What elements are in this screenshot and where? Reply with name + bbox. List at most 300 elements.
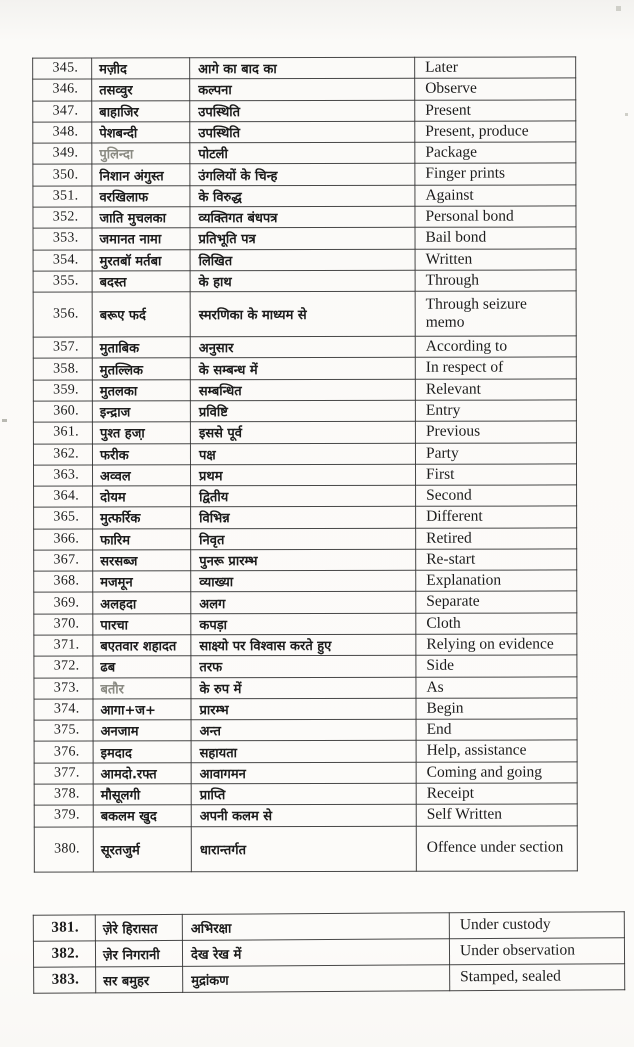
serial-number-cell: [34, 784, 93, 805]
hindi-meaning-cell: [183, 965, 450, 993]
serial-number-cell: [34, 699, 93, 720]
english-meaning-cell: [416, 485, 577, 507]
scan-speck: [616, 6, 621, 11]
serial-number-cell-text: 348.: [52, 124, 79, 140]
serial-number-cell-text: 379.: [54, 807, 80, 823]
hindi-meaning-cell: [190, 379, 415, 401]
english-meaning-cell-text: According to: [425, 337, 508, 355]
hindi-meaning-cell: [190, 270, 415, 292]
serial-number-cell-text: 345.: [52, 60, 79, 76]
english-meaning-cell: [416, 719, 577, 741]
serial-number-cell-text: 361.: [53, 424, 79, 440]
serial-number-cell-text: 366.: [53, 531, 80, 547]
english-meaning-cell-text: Party: [425, 444, 459, 462]
table-row: [33, 227, 576, 249]
serial-number-cell-text: 360.: [53, 403, 79, 419]
urdu-word-cell: [92, 207, 190, 228]
english-meaning-cell: [416, 549, 577, 571]
urdu-word-cell-text: इमदाद: [100, 745, 132, 762]
urdu-word-cell-text: सूरतजुर्म: [100, 842, 140, 858]
hindi-meaning-cell: [191, 549, 416, 571]
hindi-meaning-cell-text: अन्त: [199, 724, 221, 740]
urdu-word-cell: [92, 337, 190, 358]
english-meaning-cell: [415, 185, 576, 207]
english-meaning-cell: [415, 442, 576, 464]
hindi-meaning-cell: [182, 939, 449, 967]
english-meaning-cell: [415, 464, 576, 486]
english-meaning-cell-text: Cloth: [426, 614, 461, 632]
english-meaning-cell: [416, 698, 577, 720]
table-row: [33, 206, 576, 228]
hindi-meaning-cell-text: अलग: [199, 596, 226, 612]
serial-number-cell: [33, 292, 92, 337]
urdu-word-cell: [92, 122, 190, 143]
hindi-meaning-cell-text: अनुसार: [198, 341, 234, 357]
serial-number-cell-text: 362.: [53, 446, 79, 462]
table-row: [34, 634, 577, 656]
serial-number-cell: [34, 486, 93, 507]
hindi-meaning-cell: [191, 570, 416, 592]
english-meaning-cell-text: Receipt: [426, 784, 475, 802]
hindi-meaning-cell: [191, 762, 416, 784]
english-meaning-cell-text: Written: [425, 250, 473, 268]
urdu-word-cell: [93, 550, 191, 571]
table-row: [34, 570, 577, 592]
table-row: [34, 762, 577, 784]
urdu-word-cell: [92, 401, 190, 422]
table-row: [33, 336, 576, 358]
hindi-meaning-cell: [190, 57, 415, 79]
english-meaning-cell: [415, 379, 576, 401]
hindi-meaning-cell-text: मुद्रांकण: [191, 973, 229, 989]
table-row: [34, 740, 577, 762]
english-meaning-cell: [415, 400, 576, 422]
serial-number-cell-text: 358.: [53, 360, 79, 377]
english-meaning-cell-text: Retired: [426, 529, 472, 547]
english-meaning-cell: [416, 655, 577, 677]
hindi-meaning-cell-text: द्वितीय: [199, 490, 229, 506]
english-meaning-cell: [416, 613, 577, 635]
hindi-meaning-cell: [191, 613, 416, 635]
urdu-word-cell: [93, 826, 191, 871]
serial-number-cell-text: 380.: [54, 841, 80, 857]
serial-number-cell-text: 370.: [53, 616, 80, 632]
urdu-word-cell: [95, 914, 182, 941]
urdu-word-cell: [93, 741, 191, 762]
english-meaning-cell: [450, 964, 625, 991]
urdu-word-cell: [93, 613, 191, 634]
urdu-word-cell: [93, 805, 191, 826]
hindi-meaning-cell-text: के सम्बन्ध में: [198, 362, 258, 378]
english-meaning-cell-text: Explanation: [426, 571, 502, 589]
serial-number-cell: [33, 79, 92, 100]
english-meaning-cell: [415, 57, 576, 79]
urdu-word-cell-text: जमानत नामा: [99, 232, 162, 248]
urdu-word-cell: [92, 100, 190, 121]
table-row: [34, 485, 577, 507]
hindi-meaning-cell-text: कपड़ा: [199, 618, 228, 634]
english-meaning-cell-text: Package: [425, 143, 478, 161]
urdu-word-cell-text: बकलम खुद: [100, 809, 157, 825]
serial-number-cell-text: 363.: [53, 467, 80, 483]
hindi-meaning-cell: [190, 121, 415, 143]
hindi-meaning-cell-text: पुनरू प्रारम्भ: [199, 554, 258, 570]
urdu-word-cell-text: मजमून: [100, 575, 133, 591]
table-row: [34, 549, 577, 571]
urdu-word-cell: [92, 79, 190, 100]
hindi-meaning-cell-text: विभिन्न: [199, 511, 230, 527]
table-row: [34, 613, 577, 635]
serial-number-cell-text: 356.: [52, 306, 79, 322]
urdu-word-cell: [93, 720, 191, 741]
hindi-meaning-cell-text: स्मरणिका के माध्यम से: [198, 308, 307, 324]
urdu-word-cell-text: मुताबिक: [99, 341, 140, 357]
serial-number-cell: [34, 720, 93, 741]
table-row: [33, 421, 576, 443]
urdu-word-cell-text: पुलिन्दा: [99, 147, 134, 163]
serial-number-cell: [33, 249, 92, 270]
english-meaning-cell-text: Offence under section: [426, 838, 564, 857]
urdu-word-cell-text: अव्वल: [100, 469, 131, 485]
serial-number-cell: [33, 337, 92, 358]
serial-number-cell: [33, 164, 92, 185]
serial-number-cell-text: 357.: [53, 339, 79, 355]
serial-number-cell: [34, 635, 93, 656]
english-meaning-cell: [416, 825, 577, 870]
english-meaning-cell-text: Different: [426, 507, 483, 526]
serial-number-cell-text: 365.: [53, 509, 80, 526]
english-meaning-cell-text: Relying on evidence: [426, 635, 554, 653]
english-meaning-cell: [416, 740, 577, 762]
english-meaning-cell: [415, 270, 576, 292]
hindi-meaning-cell-text: उंगलियों के चिन्ह: [198, 168, 278, 184]
serial-number-cell-text: 354.: [52, 252, 79, 268]
table-row: [34, 698, 577, 720]
glossary-table-bottom: [33, 911, 625, 994]
english-meaning-cell-text: Stamped, sealed: [460, 967, 561, 986]
hindi-meaning-cell-text: कल्पना: [198, 83, 232, 99]
table-row: [34, 677, 577, 699]
serial-number-cell: [33, 186, 92, 207]
table-row: [33, 248, 576, 270]
hindi-meaning-cell: [191, 464, 416, 486]
hindi-meaning-cell-text: निवृत: [199, 532, 225, 548]
table-row: [34, 783, 577, 805]
urdu-word-cell-text: तसव्वुर: [99, 83, 133, 99]
urdu-word-cell-text: मज़ीद: [99, 62, 127, 78]
hindi-meaning-cell-text: पक्ष: [198, 447, 216, 463]
hindi-meaning-cell-text: आगे का बाद का: [198, 62, 277, 78]
english-meaning-cell: [415, 248, 576, 270]
hindi-meaning-cell-text: अपनी कलम से: [199, 809, 273, 825]
english-meaning-cell: [416, 570, 577, 592]
table-row: [33, 121, 576, 143]
urdu-word-cell-text: मुरतबॉ मर्तबा: [99, 253, 162, 270]
urdu-word-cell: [92, 422, 190, 443]
hindi-meaning-cell-text: के विरुद्ध: [198, 189, 242, 206]
urdu-word-cell: [92, 185, 190, 206]
urdu-word-cell-text: बरूए फर्द: [99, 308, 146, 324]
hindi-meaning-cell-text: व्याख्या: [199, 575, 234, 591]
serial-number-cell: [34, 529, 93, 550]
urdu-word-cell-text: पारचा: [100, 618, 129, 634]
english-meaning-cell: [415, 163, 576, 185]
urdu-word-cell: [92, 249, 190, 270]
urdu-word-cell: [93, 592, 191, 613]
english-meaning-cell-text: Side: [426, 657, 455, 675]
urdu-word-cell-text: बदस्त: [99, 275, 127, 291]
hindi-meaning-cell-text: सहायता: [199, 745, 238, 761]
serial-number-cell-text: 351.: [52, 188, 79, 204]
urdu-word-cell-text: आगा+ज+: [100, 703, 156, 719]
english-meaning-cell: [416, 783, 577, 805]
english-meaning-cell: [415, 291, 576, 336]
hindi-meaning-cell: [191, 783, 416, 805]
urdu-word-cell: [95, 940, 182, 967]
serial-number-cell: [34, 465, 93, 486]
hindi-meaning-cell: [191, 656, 416, 678]
urdu-word-cell: [93, 656, 191, 677]
english-meaning-cell: [415, 227, 576, 249]
hindi-meaning-cell: [191, 485, 416, 507]
serial-number-cell-text: 374.: [53, 701, 80, 717]
english-meaning-cell: [415, 336, 576, 358]
english-meaning-cell: [416, 591, 577, 613]
table-row: [34, 591, 577, 613]
hindi-meaning-cell-text: अभिरक्षा: [190, 921, 232, 937]
hindi-meaning-cell-text: व्यक्तिगत बंधपत्र: [198, 211, 278, 227]
urdu-word-cell: [92, 379, 190, 400]
serial-number-cell: [34, 805, 93, 826]
hindi-meaning-cell-text: आवागमन: [199, 766, 246, 783]
english-meaning-cell: [416, 804, 577, 826]
glossary-table-main-body: [33, 57, 578, 872]
hindi-meaning-cell-text: पोटली: [198, 147, 228, 163]
table-row: [34, 506, 577, 528]
serial-number-cell-text: 359.: [53, 382, 79, 398]
table-row: [33, 400, 576, 422]
serial-number-cell: [33, 271, 92, 292]
urdu-word-cell-text: वरखिलाफ: [99, 190, 149, 206]
hindi-meaning-cell-text: साक्ष्यो पर विश्वास करते हुए: [199, 639, 332, 655]
hindi-meaning-cell-text: उपस्थिति: [198, 104, 241, 120]
english-meaning-cell-text: Coming and going: [426, 763, 543, 781]
hindi-meaning-cell: [191, 826, 416, 871]
serial-number-cell: [33, 380, 92, 401]
hindi-meaning-cell-text: लिखित: [198, 253, 233, 269]
table-row: [33, 142, 576, 164]
serial-number-cell: [33, 401, 92, 422]
english-meaning-cell: [416, 528, 577, 550]
serial-number-cell: [33, 228, 92, 249]
serial-number-cell-text: 368.: [53, 573, 80, 589]
english-meaning-cell-text: Help, assistance: [426, 741, 527, 760]
serial-number-cell-text: 352.: [52, 209, 79, 225]
urdu-word-cell-text: बतौर: [100, 682, 125, 698]
english-meaning-cell-text: Previous: [425, 422, 481, 440]
hindi-meaning-cell: [190, 142, 415, 164]
serial-number-cell-text: 364.: [53, 488, 80, 504]
urdu-word-cell: [93, 507, 191, 528]
table-row: [34, 804, 577, 826]
hindi-meaning-cell-text: के हाथ: [198, 275, 232, 291]
urdu-word-cell-text: मुत्फर्रिक: [100, 511, 141, 527]
table-row: [34, 528, 577, 550]
urdu-word-cell-text: पेशबन्दी: [99, 126, 138, 142]
urdu-word-cell-text: फरीक: [99, 448, 129, 464]
serial-number-cell: [34, 550, 93, 571]
table-row: [34, 719, 577, 741]
serial-number-cell-text: 378.: [53, 786, 80, 802]
table-row: [33, 938, 624, 968]
english-meaning-cell-text: First: [426, 465, 455, 483]
table-row: [33, 99, 576, 121]
urdu-word-cell: [92, 271, 190, 292]
table-row: [33, 270, 576, 292]
table-row: [33, 442, 576, 464]
english-meaning-cell-text: End: [426, 720, 452, 738]
hindi-meaning-cell: [190, 249, 415, 271]
urdu-word-cell-text: पुश्त हजा़: [99, 426, 145, 442]
hindi-meaning-cell: [191, 507, 416, 529]
serial-number-cell: [33, 941, 95, 967]
table-row: [33, 57, 576, 79]
urdu-word-cell: [92, 58, 190, 79]
english-meaning-cell-text: Through: [425, 271, 480, 289]
urdu-word-cell-text: सरसब्ज: [100, 554, 138, 570]
serial-number-cell: [33, 207, 92, 228]
urdu-word-cell: [92, 228, 190, 249]
table-row: [33, 163, 576, 185]
serial-number-cell: [34, 571, 93, 592]
glossary-table-main: [32, 56, 578, 872]
english-meaning-cell: [415, 142, 576, 164]
urdu-word-cell-text: बएतवार शहादत: [100, 639, 177, 655]
english-meaning-cell: [449, 938, 624, 965]
urdu-word-cell-text: ज़ेर निगरानी: [102, 947, 160, 963]
serial-number-cell-text: 367.: [53, 552, 80, 568]
serial-number-cell: [34, 967, 96, 993]
serial-number-cell: [34, 678, 93, 699]
serial-number-cell-text: 381.: [51, 919, 79, 936]
urdu-word-cell-text: आमदो.रफ्त: [100, 767, 157, 783]
hindi-meaning-cell-text: के रुप में: [199, 681, 242, 697]
table-row: [34, 655, 577, 677]
hindi-meaning-cell: [190, 206, 415, 228]
hindi-meaning-cell-text: तरफ: [199, 660, 223, 676]
table-row: [33, 379, 576, 401]
hindi-meaning-cell-text: उपस्थिति: [198, 126, 241, 142]
english-meaning-cell-text: Through seizure memo: [425, 295, 527, 331]
english-meaning-cell: [416, 506, 577, 528]
serial-number-cell: [33, 122, 92, 143]
urdu-word-cell: [92, 143, 190, 164]
hindi-meaning-cell-text: प्रथम: [199, 469, 223, 485]
hindi-meaning-cell: [191, 698, 416, 720]
english-meaning-cell: [415, 78, 576, 100]
english-meaning-cell-text: Against: [425, 186, 474, 204]
hindi-meaning-cell-text: धारान्तर्गत: [199, 842, 247, 858]
hindi-meaning-cell: [191, 528, 416, 550]
english-meaning-cell: [416, 634, 577, 656]
english-meaning-cell-text: Under observation: [459, 941, 575, 960]
serial-number-cell-text: 369.: [53, 595, 80, 611]
serial-number-cell-text: 350.: [52, 167, 79, 183]
serial-number-cell: [34, 507, 93, 528]
hindi-meaning-cell: [191, 592, 416, 614]
serial-number-cell-text: 371.: [53, 637, 80, 653]
urdu-word-cell: [93, 677, 191, 698]
table-row: [33, 357, 576, 379]
serial-number-cell: [34, 741, 93, 762]
urdu-word-cell-text: दोयम: [100, 490, 126, 506]
serial-number-cell-text: 376.: [53, 744, 80, 760]
serial-number-cell-text: 353.: [52, 230, 79, 246]
urdu-word-cell-text: इन्द्राज: [99, 405, 131, 421]
urdu-word-cell: [93, 635, 191, 656]
serial-number-cell: [33, 58, 92, 79]
urdu-word-cell-text: मुतलका: [99, 384, 138, 400]
urdu-word-cell: [92, 164, 190, 185]
serial-number-cell: [34, 592, 93, 613]
serial-number-cell: [33, 915, 95, 941]
hindi-meaning-cell: [190, 291, 415, 336]
urdu-word-cell: [93, 486, 191, 507]
serial-number-cell: [33, 358, 92, 379]
serial-number-cell-text: 383.: [51, 971, 80, 988]
scan-speck: [2, 419, 7, 422]
english-meaning-cell-text: In respect of: [425, 358, 504, 377]
english-meaning-cell-text: Finger prints: [425, 164, 506, 183]
urdu-word-cell: [93, 784, 191, 805]
serial-number-cell-text: 346.: [52, 81, 79, 97]
urdu-word-cell-text: मुतल्लिक: [99, 362, 144, 378]
urdu-word-cell-text: ढब: [100, 660, 116, 676]
serial-number-cell-text: 373.: [53, 680, 80, 696]
hindi-meaning-cell: [190, 400, 415, 422]
serial-number-cell: [34, 827, 93, 872]
serial-number-cell: [34, 614, 93, 635]
english-meaning-cell: [415, 421, 576, 443]
urdu-word-cell-text: जाति मुचलका: [99, 211, 167, 227]
urdu-word-cell: [92, 292, 190, 337]
english-meaning-cell-text: Later: [425, 58, 458, 76]
urdu-word-cell: [93, 762, 191, 783]
serial-number-cell: [34, 656, 93, 677]
english-meaning-cell: [416, 762, 577, 784]
english-meaning-cell-text: Observe: [425, 79, 477, 98]
urdu-word-cell: [93, 571, 191, 592]
english-meaning-cell-text: Bail bond: [425, 228, 487, 246]
hindi-meaning-cell-text: प्रतिभूति पत्र: [198, 232, 256, 248]
serial-number-cell: [33, 143, 92, 164]
urdu-word-cell-text: बाहाजिर: [99, 105, 139, 121]
english-meaning-cell-text: Present: [425, 101, 471, 119]
urdu-word-cell-text: अनजाम: [100, 724, 139, 740]
hindi-meaning-cell: [191, 719, 416, 741]
table-row: [33, 912, 624, 942]
urdu-word-cell: [93, 699, 191, 720]
serial-number-cell: [33, 422, 92, 443]
english-meaning-cell-text: Entry: [425, 401, 461, 419]
table-row: [33, 78, 576, 100]
urdu-word-cell: [96, 966, 183, 993]
serial-number-cell-text: 355.: [52, 273, 79, 289]
serial-number-cell: [34, 763, 93, 784]
urdu-word-cell: [93, 465, 191, 486]
hindi-meaning-cell: [190, 100, 415, 122]
urdu-word-cell-text: अलहदा: [100, 596, 137, 613]
